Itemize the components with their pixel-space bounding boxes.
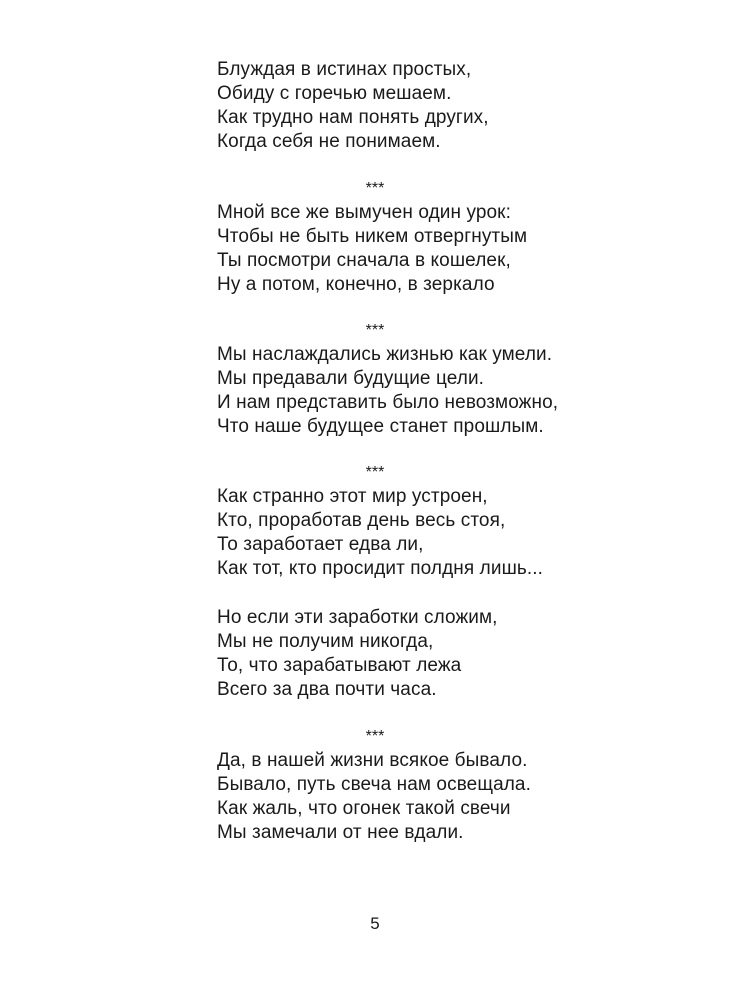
poem-line: То заработает едва ли, (217, 534, 424, 555)
poem-line: Мной все же вымучен один урок: (217, 202, 511, 223)
poem-line: Кто, проработав день весь стоя, (217, 510, 506, 531)
poem-line: Но если эти заработки сложим, (217, 607, 498, 628)
page-number: 5 (370, 914, 380, 933)
stanza-separator: *** (365, 322, 385, 339)
poem-line: И нам представить было невозможно, (217, 392, 559, 413)
poem-line: Что наше будущее станет прошлым. (217, 416, 544, 437)
poem-line: Всего за два почти часа. (217, 679, 437, 700)
stanza-6 (217, 749, 697, 845)
poem-line: Мы замечали от нее вдали. (217, 822, 464, 843)
stanza-2 (217, 201, 697, 297)
stanza-separator: *** (365, 464, 385, 481)
poem-line: Чтобы не быть никем отвергнутым (217, 226, 528, 247)
stanza-3 (217, 343, 697, 439)
poem-line: Ты посмотри сначала в кошелек, (217, 250, 511, 271)
stanza-5 (217, 606, 697, 702)
poem-line: Мы наслаждались жизнью как умели. (217, 344, 553, 365)
poem-line: Как тот, кто просидит полдня лишь... (217, 558, 544, 579)
stanza-1 (217, 58, 697, 154)
stanza-separator: *** (365, 180, 385, 197)
poem-line: Да, в нашей жизни всякое бывало. (217, 750, 528, 771)
stanza-separator: *** (365, 728, 385, 745)
poem-line: Бывало, путь свеча нам освещала. (217, 774, 531, 795)
stanza-4 (217, 485, 697, 581)
poem-line: Как жаль, что огонек такой свечи (217, 798, 511, 819)
poem-line: Как трудно нам понять других, (217, 107, 489, 128)
poem-line: Мы предавали будущие цели. (217, 368, 485, 389)
poem-line: Когда себя не понимаем. (217, 131, 441, 152)
poem-line: Мы не получим никогда, (217, 631, 434, 652)
poem-line: Как странно этот мир устроен, (217, 486, 488, 507)
poem-line: То, что зарабатывают лежа (217, 655, 462, 676)
poem-line: Ну а потом, конечно, в зеркало (217, 274, 495, 295)
poem-line: Блуждая в истинах простых, (217, 59, 472, 80)
poem-line: Обиду с горечью мешаем. (217, 83, 452, 104)
